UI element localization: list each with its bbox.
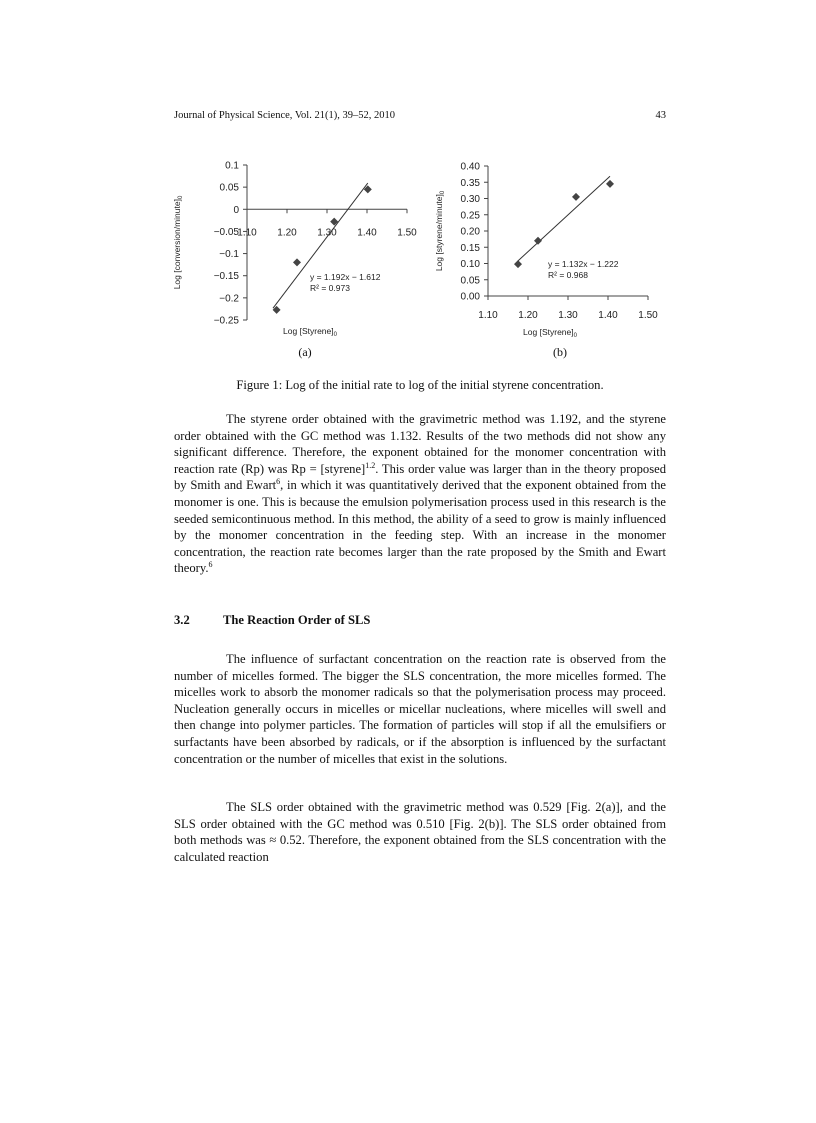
x-tick-label: 1.20	[277, 227, 297, 239]
section-heading	[174, 613, 370, 628]
y-axis-label-subscript: 0	[440, 190, 446, 195]
paragraph-text: . This order value was larger than in the theory proposed by Smith and Ewart	[174, 461, 666, 493]
y-tick-label: −0.2	[219, 293, 239, 305]
y-tick-label: 0.25	[460, 210, 480, 222]
r-squared-label: R² = 0.968	[548, 270, 588, 280]
y-tick-label: −0.25	[213, 315, 239, 327]
section-title: The Reaction Order of SLS	[223, 613, 371, 627]
y-tick-label: 0	[233, 204, 239, 216]
section-number: 3.2	[174, 613, 190, 627]
trendline-equation: y = 1.132x − 1.222	[548, 259, 619, 269]
figure-1a-chart	[170, 150, 420, 360]
y-tick-label: 0.20	[460, 226, 480, 238]
y-tick-label: −0.15	[213, 271, 239, 283]
x-axis-label-subscript: 0	[333, 332, 337, 338]
y-tick-label: −0.1	[219, 249, 239, 261]
paragraph-text: , in which it was quantitatively derived that the exponent obtained from the monomer is one. This is because the emulsion polymerisation process used in this research is the seeded semicontinuous method. In this method, the ability of a seed to grow is mainly influenced by the monomer concentration in the feeding step. With an increase in the monomer concentration, the reaction rate becomes larger than the rate proposed by the Smith and Ewart theory.	[174, 478, 666, 576]
trendline-equation: y = 1.192x − 1.612	[310, 272, 381, 282]
x-tick-label: 1.20	[518, 310, 538, 321]
panel-label: (a)	[298, 345, 312, 359]
paragraph-styrene-order	[174, 411, 666, 577]
x-tick-label: 1.30	[558, 310, 578, 321]
journal-citation: Journal of Physical Science, Vol. 21(1), 39–52, 2010	[174, 110, 395, 121]
data-point	[572, 193, 580, 201]
data-point	[606, 180, 614, 188]
y-tick-label: 0.00	[460, 291, 480, 303]
figure-1b-svg	[430, 155, 670, 360]
y-tick-label: 0.35	[460, 177, 480, 189]
x-axis-label-subscript: 0	[573, 333, 577, 339]
superscript: 1.2	[365, 460, 376, 470]
citation-ref: 6	[208, 560, 213, 570]
r-squared-label: R² = 0.973	[310, 283, 350, 293]
y-tick-label: 0.40	[460, 161, 480, 173]
citation-ref: 6	[276, 477, 281, 487]
figure-1a-svg	[170, 150, 420, 360]
x-tick-label: 1.10	[478, 310, 498, 321]
x-tick-label: 1.30	[317, 227, 337, 239]
panel-label: (b)	[553, 345, 567, 359]
trendline	[518, 176, 610, 261]
x-tick-label: 1.40	[357, 227, 377, 239]
data-point	[514, 260, 522, 268]
y-tick-label: 0.10	[460, 259, 480, 270]
y-tick-label: 0.05	[460, 275, 480, 287]
x-axis-label: Log $[Styrene]_0$	[523, 327, 577, 339]
y-axis-label-subscript: 0	[178, 195, 184, 200]
data-point	[534, 237, 542, 245]
y-tick-label: 0.30	[460, 194, 480, 205]
x-axis-label: Log $[Styrene]_0$	[283, 326, 337, 338]
running-header	[174, 110, 666, 126]
y-tick-label: 0.1	[225, 160, 239, 172]
x-tick-label: 1.50	[638, 310, 658, 321]
x-tick-label: 1.40	[598, 310, 618, 321]
paragraph-surfactant: The influence of surfactant concentration on the reaction rate is observed from the number of micelles formed. The bigger the SLS concentration, the more micelles formed. The micelles work to absorb the monomer radicals so that the polymerisation process may proceed. Nucleation generally occurs in micelles or micellar nucleations, where micelles will swell and then change into polymer particles. The formation of particles will stop if all the emulsifiers or surfactants have been absorbed by radicals, or if the absorption is influenced by the surfactant concentration or the number of micelles that exist in the solutions.	[174, 652, 666, 766]
x-tick-label: 1.50	[397, 227, 417, 239]
data-point	[293, 258, 301, 266]
y-axis-label: Log $[styrene/minute]_0$	[434, 190, 446, 272]
figure-1b-chart	[430, 155, 670, 360]
y-tick-label: −0.05	[213, 226, 239, 238]
figure-caption: Figure 1: Log of the initial rate to log of the initial styrene concentration.	[236, 378, 604, 392]
y-tick-label: 0.15	[460, 242, 480, 254]
x-tick-label: 1.10	[237, 227, 257, 239]
y-axis-label: Log $[conversion/minute]_0$	[172, 195, 184, 290]
page-number: 43	[655, 110, 666, 121]
paragraph-sls-order: The SLS order obtained with the gravimetric method was 0.529 [Fig. 2(a)], and the SLS order obtained with the GC method was 0.510 [Fig. 2(b)]. The SLS order obtained from both methods was ≈ 0.52. Therefore, the exponent obtained from the SLS concentration with the calculated reaction	[174, 800, 666, 864]
paragraph-text: The styrene order obtained with the gravimetric method was 1.192, and the styrene order obtained with the GC method was 1.132. Results of the two methods did not show any significant difference. Therefore, the exponent obtained for the monomer concentration with reaction rate (Rp) was Rp = [styrene]	[174, 412, 666, 476]
y-tick-label: 0.05	[219, 182, 239, 194]
